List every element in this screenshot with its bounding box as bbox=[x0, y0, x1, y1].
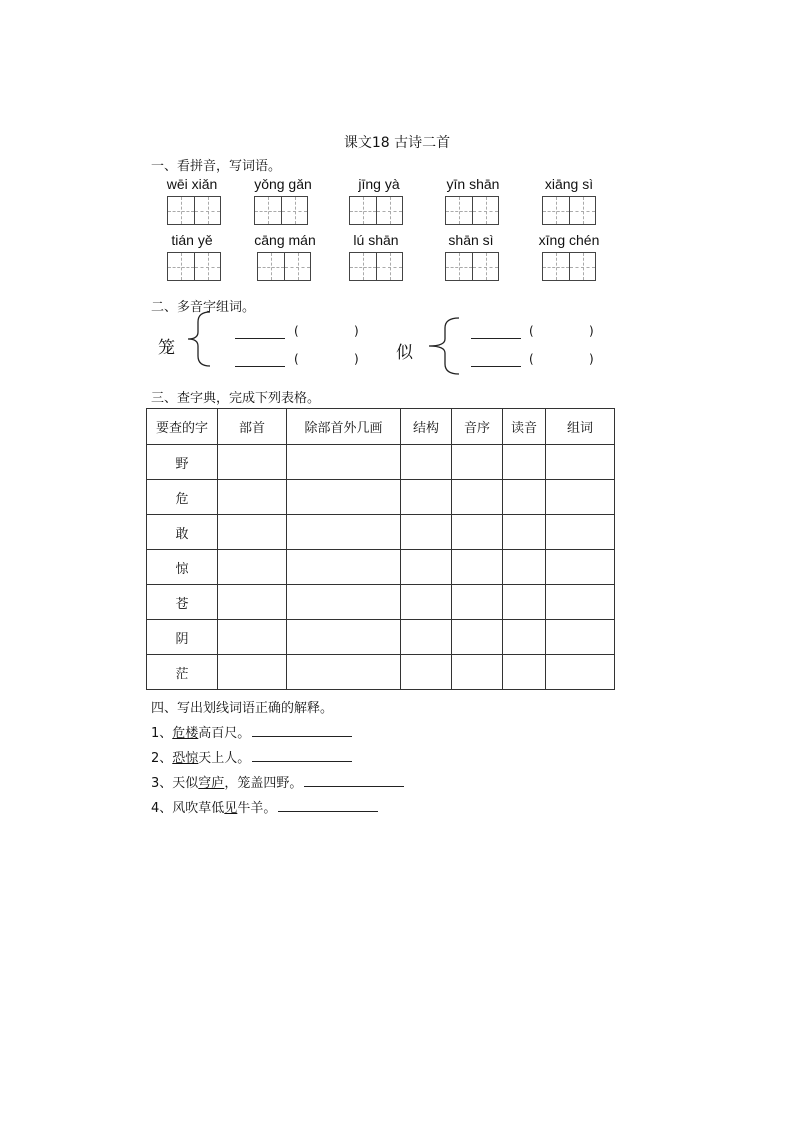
answer-cell[interactable] bbox=[401, 480, 452, 515]
answer-cell[interactable] bbox=[503, 445, 546, 480]
pinyin-label: lú shān bbox=[353, 232, 399, 248]
dictionary-table bbox=[146, 408, 615, 690]
answer-cell[interactable] bbox=[401, 585, 452, 620]
answer-cell[interactable] bbox=[503, 585, 546, 620]
answer-cell[interactable] bbox=[287, 550, 401, 585]
answer-blank[interactable] bbox=[252, 724, 352, 737]
table-header-row bbox=[147, 409, 615, 445]
question-number: 1、 bbox=[151, 726, 173, 741]
paren-open: ( bbox=[294, 324, 299, 338]
lookup-char: 敢 bbox=[147, 515, 218, 550]
page-title: 课文18 古诗二首 bbox=[343, 135, 451, 151]
answer-cell[interactable] bbox=[452, 550, 503, 585]
table-row bbox=[147, 445, 615, 480]
pinyin-label: cāng mán bbox=[254, 232, 316, 248]
answer-cell[interactable] bbox=[452, 515, 503, 550]
brace-icon bbox=[423, 314, 463, 378]
table-header: 组词 bbox=[546, 409, 615, 445]
lookup-char: 野 bbox=[147, 445, 218, 480]
table-header: 除部首外几画 bbox=[287, 409, 401, 445]
table-header: 音序 bbox=[452, 409, 503, 445]
answer-cell[interactable] bbox=[401, 620, 452, 655]
question-text-pre: 天似 bbox=[172, 776, 199, 791]
question-text-pre: 风吹草低 bbox=[172, 801, 225, 816]
answer-cell[interactable] bbox=[503, 655, 546, 690]
question-number: 4、 bbox=[151, 801, 173, 816]
pinyin-label: xīng chén bbox=[538, 232, 600, 248]
question-text: 高百尺。 bbox=[198, 726, 251, 741]
answer-blank[interactable] bbox=[252, 749, 352, 762]
paren-close: ) bbox=[589, 324, 594, 338]
answer-cell[interactable] bbox=[218, 655, 287, 690]
table-row bbox=[147, 585, 615, 620]
answer-cell[interactable] bbox=[218, 585, 287, 620]
table-row bbox=[147, 550, 615, 585]
answer-blank[interactable] bbox=[471, 366, 521, 367]
answer-cell[interactable] bbox=[218, 550, 287, 585]
question-4 bbox=[151, 797, 378, 816]
question-number: 3、 bbox=[151, 776, 173, 791]
paren-close: ) bbox=[589, 352, 594, 366]
writing-grid[interactable] bbox=[167, 252, 221, 281]
answer-cell[interactable] bbox=[546, 620, 615, 655]
answer-cell[interactable] bbox=[287, 655, 401, 690]
answer-cell[interactable] bbox=[503, 480, 546, 515]
underlined-word: 恐惊 bbox=[172, 751, 199, 766]
section-2-heading: 二、多音字组词。 bbox=[151, 300, 256, 315]
answer-blank[interactable] bbox=[471, 338, 521, 339]
answer-cell[interactable] bbox=[503, 550, 546, 585]
writing-grid[interactable] bbox=[349, 252, 403, 281]
question-text: 牛羊。 bbox=[237, 801, 277, 816]
answer-cell[interactable] bbox=[401, 550, 452, 585]
pinyin-label: shān sì bbox=[448, 232, 494, 248]
polyphone-char: 笼 bbox=[158, 338, 175, 358]
answer-blank[interactable] bbox=[235, 338, 285, 339]
answer-cell[interactable] bbox=[401, 655, 452, 690]
question-number: 2、 bbox=[151, 751, 173, 766]
brace-icon bbox=[180, 308, 214, 370]
writing-grid[interactable] bbox=[445, 252, 499, 281]
question-text: 天上人。 bbox=[198, 751, 251, 766]
table-row bbox=[147, 515, 615, 550]
answer-cell[interactable] bbox=[503, 620, 546, 655]
answer-cell[interactable] bbox=[546, 515, 615, 550]
table-row bbox=[147, 480, 615, 515]
answer-blank[interactable] bbox=[278, 799, 378, 812]
answer-blank[interactable] bbox=[304, 774, 404, 787]
answer-cell[interactable] bbox=[452, 445, 503, 480]
answer-cell[interactable] bbox=[218, 515, 287, 550]
underlined-word: 穹庐 bbox=[198, 776, 225, 791]
answer-cell[interactable] bbox=[287, 515, 401, 550]
answer-cell[interactable] bbox=[546, 445, 615, 480]
lookup-char: 阴 bbox=[147, 620, 218, 655]
section-3-heading: 三、查字典，完成下列表格。 bbox=[151, 391, 321, 406]
pinyin-label: wēi xiǎn bbox=[166, 176, 218, 192]
answer-cell[interactable] bbox=[546, 550, 615, 585]
answer-cell[interactable] bbox=[218, 480, 287, 515]
answer-cell[interactable] bbox=[452, 655, 503, 690]
answer-cell[interactable] bbox=[503, 515, 546, 550]
question-1 bbox=[151, 722, 352, 741]
lookup-char: 苍 bbox=[147, 585, 218, 620]
writing-grid[interactable] bbox=[542, 196, 596, 225]
table-row bbox=[147, 655, 615, 690]
table-header: 读音 bbox=[503, 409, 546, 445]
question-2 bbox=[151, 747, 352, 766]
table-header: 部首 bbox=[218, 409, 287, 445]
answer-cell[interactable] bbox=[452, 620, 503, 655]
table-header: 结构 bbox=[401, 409, 452, 445]
table-row bbox=[147, 620, 615, 655]
section-1-heading: 一、看拼音，写词语。 bbox=[151, 159, 282, 174]
answer-cell[interactable] bbox=[287, 480, 401, 515]
section-4-heading: 四、写出划线词语正确的解释。 bbox=[151, 701, 334, 716]
answer-blank[interactable] bbox=[235, 366, 285, 367]
answer-cell[interactable] bbox=[546, 655, 615, 690]
paren-close: ) bbox=[354, 324, 359, 338]
answer-cell[interactable] bbox=[401, 515, 452, 550]
underlined-word: 见 bbox=[224, 801, 238, 816]
writing-grid[interactable] bbox=[254, 196, 308, 225]
writing-grid[interactable] bbox=[257, 252, 311, 281]
polyphone-char: 似 bbox=[396, 343, 413, 363]
answer-cell[interactable] bbox=[452, 585, 503, 620]
answer-cell[interactable] bbox=[218, 620, 287, 655]
pinyin-label: xiāng sì bbox=[544, 176, 594, 192]
writing-grid[interactable] bbox=[167, 196, 221, 225]
writing-grid[interactable] bbox=[542, 252, 596, 281]
pinyin-label: tián yě bbox=[171, 232, 213, 248]
pinyin-label: yīn shān bbox=[446, 176, 500, 192]
answer-cell[interactable] bbox=[452, 480, 503, 515]
writing-grid[interactable] bbox=[349, 196, 403, 225]
paren-open: ( bbox=[529, 352, 534, 366]
question-text: ，笼盖四野。 bbox=[224, 776, 303, 791]
paren-open: ( bbox=[529, 324, 534, 338]
pinyin-label: yǒng gǎn bbox=[254, 176, 312, 192]
answer-cell[interactable] bbox=[287, 445, 401, 480]
answer-cell[interactable] bbox=[546, 480, 615, 515]
answer-cell[interactable] bbox=[546, 585, 615, 620]
answer-cell[interactable] bbox=[287, 620, 401, 655]
writing-grid[interactable] bbox=[445, 196, 499, 225]
question-3 bbox=[151, 772, 404, 791]
answer-cell[interactable] bbox=[218, 445, 287, 480]
underlined-word: 危楼 bbox=[172, 726, 199, 741]
paren-close: ) bbox=[354, 352, 359, 366]
answer-cell[interactable] bbox=[287, 585, 401, 620]
table-header: 要查的字 bbox=[147, 409, 218, 445]
answer-cell[interactable] bbox=[401, 445, 452, 480]
paren-open: ( bbox=[294, 352, 299, 366]
lookup-char: 惊 bbox=[147, 550, 218, 585]
lookup-char: 危 bbox=[147, 480, 218, 515]
pinyin-label: jīng yà bbox=[358, 176, 400, 192]
lookup-char: 茫 bbox=[147, 655, 218, 690]
